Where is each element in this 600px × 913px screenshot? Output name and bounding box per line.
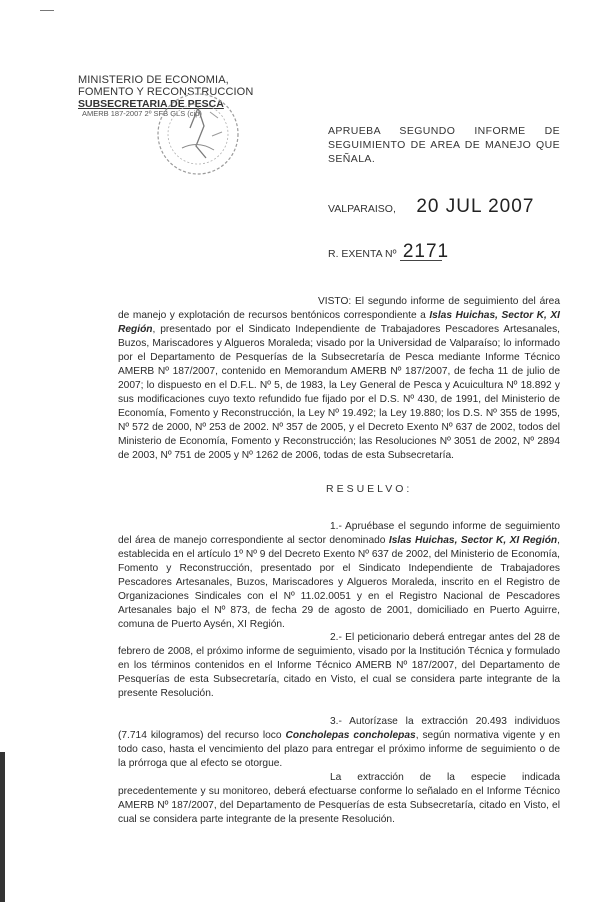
date-place: VALPARAISO, (328, 203, 396, 215)
resolution-label: R. EXENTA Nº (328, 248, 397, 260)
resolution-number: 2171 (402, 241, 450, 262)
subsecretaria-name: SUBSECRETARIA DE PESCA (78, 97, 224, 110)
visto-sector: Islas Huichas, Sector K, XI Región (118, 310, 560, 335)
item-4-paragraph (118, 771, 560, 827)
resuelvo-heading: RESUELVO: (326, 483, 413, 495)
official-seal-icon (152, 88, 244, 180)
item-2-text: 2.- El peticionario deberá entregar antes del 28 de febrero de 2008, el próximo informe de seguimiento, visado por la Institución Técnica y formulado en los términos contenidos en el Informe Técnico AMERB Nº 187/2007, del Departamento de Pesquerías de esta Subsecretaría, citado en Visto, el cual se considera parte integrante de la presente Resolución. (118, 632, 560, 699)
item-1-rest: , establecida en el artículo 1º Nº 9 del Decreto Exento Nº 637 de 2002, del Ministerio de Economía, Fomento y Reconstrucción, presentado por el Sindicato Independiente de Trabajadores Pescadores Artesanales, Buzos, Mariscadores y Algueros Moraleda, inscrito en el Registro de Organizaciones Sindicales con el Nº 11.02.0051 y en el Registro Nacional de Pescadores Artesanales bajo el Nº 873, de fecha 29 de agosto de 2001, domiciliado en Puerto Aguirre, comuna de Puerto Aysén, XI Región. (118, 535, 560, 630)
top-scan-mark (40, 10, 54, 11)
item-1-paragraph (118, 520, 560, 632)
resolution-title: APRUEBA SEGUNDO INFORME DE SEGUIMIENTO DE AREA DE MANEJO QUE SEÑALA. (328, 125, 560, 166)
item-3-rest: , según normativa vigente y en todo caso, hasta el vencimiento del plazo para entregar el próximo informe de seguimiento o de la prórroga que al efecto se otorgue. (118, 730, 560, 769)
resolution-underline (400, 260, 442, 261)
ministry-name-line1: MINISTERIO DE ECONOMIA, (78, 74, 229, 86)
item-1-lead: 1.- Apruébase el segundo informe de seguimiento del área de manejo correspondiente al sector denominado (118, 521, 560, 546)
date-line (328, 196, 534, 218)
visto-paragraph (118, 295, 560, 463)
ministry-name-line2: FOMENTO Y RECONSTRUCCION (78, 86, 254, 99)
item-3-species: Concholepas concholepas (285, 730, 416, 741)
item-3-paragraph (118, 715, 560, 771)
scan-edge-bar (0, 752, 5, 902)
visto-rest: , presentado por el Sindicato Independiente de Trabajadores Pescadores Artesanales, Buzos, Mariscadores y Algueros Moraleda; visado por la Universidad de Valparaíso; lo informado por el Departamento de Pesquerías de la Subsecretaría de Pesca mediante Informe Técnico AMERB Nº 187/2007, contenido en Memorandum AMERB Nº 187/2007, de fecha 11 de julio de 2007; lo dispuesto en el D.F.L. Nº 5, de 1983, la Ley General de Pesca y Acuicultura Nº 18.892 y sus modificaciones cuyo texto refundido fue fijado por el D.S. Nº 430, de 1991, del Ministerio de Economía, Fomento y Reconstrucción, la Ley Nº 19.492; la Ley 19.880; los D.S. Nº 355 de 1995, Nº 572 de 2000, Nº 253 de 2002. Nº 357 de 2005, y el Decreto Exento Nº 637 de 2002, todos del Ministerio de Economía, Fomento y Reconstrucción; las Resoluciones Nº 3051 de 2002, Nº 2894 de 2003, Nº 751 de 2005 y Nº 1262 de 2006, todas de esta Subsecretaría. (118, 324, 560, 461)
date-stamp: 20 JUL 2007 (416, 196, 535, 217)
resolution-number-line (328, 241, 449, 263)
visto-lead: VISTO: El segundo informe de seguimiento del área de manejo y explotación de recursos bentónicos correspondiente a (118, 296, 560, 321)
item-1-sector: Islas Huichas, Sector K, XI Región (388, 535, 558, 546)
file-reference: AMERB 187-2007 2º SFB GLS (cip) (82, 109, 202, 119)
item-4-text: La extracción de la especie indicada precedentemente y su monitoreo, deberá efectuarse conforme lo señalado en el Informe Técnico AMERB Nº 187/2007, del Departamento de Pesquerías de esta Subsecretaría, citado en Visto, el cual se considera parte integrante de la presente Resolución. (118, 772, 560, 825)
item-3-lead: 3.- Autorízase la extracción 20.493 individuos (7.714 kilogramos) del recurso loco (118, 716, 560, 741)
item-2-paragraph (118, 631, 560, 701)
